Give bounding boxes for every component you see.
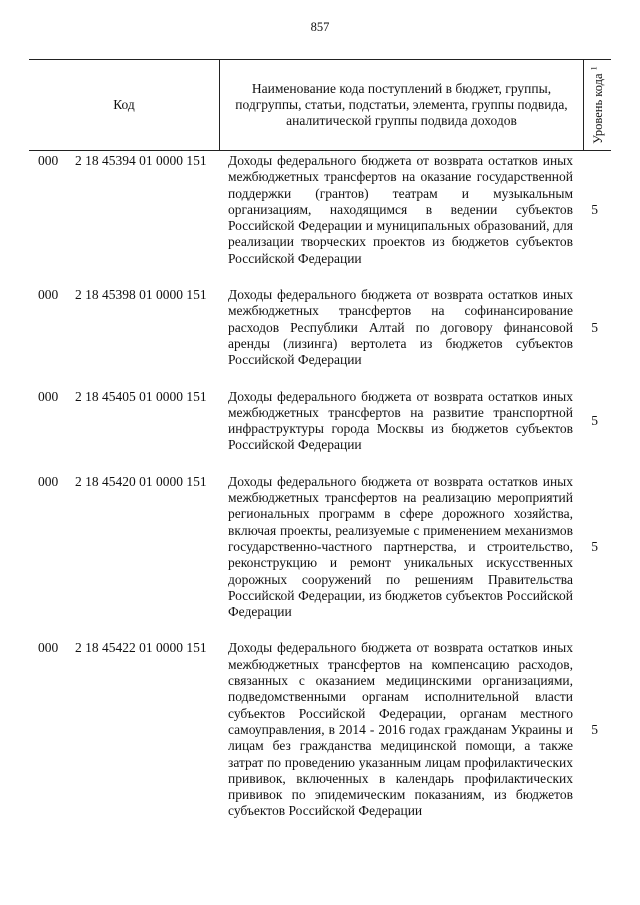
page-number: 857	[310, 20, 330, 34]
table-row	[29, 153, 611, 267]
row-level: 5	[591, 319, 598, 335]
row-code: 2 18 45422 01 0000 151	[75, 640, 207, 656]
table-row	[29, 389, 611, 454]
row-level: 5	[591, 722, 598, 738]
row-description: Доходы федерального бюджета от возврата остатков иных межбюджетных трансфертов на оказание государственной поддержки (грантов) театрам и музыкальным организациям, находящимся в ведении субъектов Российской Федерации и муниципальных образований, для реализации творческих проектов из бюджетов субъектов Российской Федерации	[228, 153, 573, 266]
row-admin-code: 000	[38, 388, 59, 404]
table-row	[29, 640, 611, 819]
row-level: 5	[591, 413, 598, 429]
header-level	[584, 60, 611, 150]
row-description: Доходы федерального бюджета от возврата остатков иных межбюджетных трансфертов на софинансирование расходов Республики Алтай по договору финансовой аренды (лизинга) вертолета из бюджетов субъектов Российской Федерации	[228, 287, 573, 368]
header-level-text	[589, 66, 605, 144]
row-description: Доходы федерального бюджета от возврата остатков иных межбюджетных трансфертов на компенсацию расходов, связанных с оказанием медицинскими организациями, подведомственными органам исполнительной власти субъектов Российской Федерации, органам местного самоуправления, в 2014 - 2016 годах гражданам Украины и лицам без гражданства медицинской помощи, а также затрат по проведению указанным лицам профилактических прививок, включенных в календарь профилактических прививок по эпидемическим показаниям, из бюджетов субъектов Российской Федерации	[228, 640, 573, 819]
row-description: Доходы федерального бюджета от возврата остатков иных межбюджетных трансфертов на реализацию мероприятий региональных программ в сфере дорожного хозяйства, включая проекты, реализуемые с применением механизмов государственно-частного партнерства, и строительство, реконструкцию и ремонт уникальных искусственных дорожных сооружений по решениям Правительства Российской Федерации, из бюджетов субъектов Российской Федерации	[228, 473, 573, 620]
row-admin-code: 000	[38, 640, 59, 656]
row-description: Доходы федерального бюджета от возврата остатков иных межбюджетных трансфертов на развитие транспортной инфраструктуры города Москвы из бюджетов субъектов Российской Федерации	[228, 388, 573, 453]
row-code: 2 18 45398 01 0000 151	[75, 287, 207, 303]
row-level: 5	[591, 202, 598, 218]
header-level-label: Уровень кода	[590, 73, 605, 144]
table-body	[29, 153, 611, 840]
header-name: Наименование кода поступлений в бюджет, группы, подгруппы, статьи, подстатьи, элемента, группы подвида, аналитической группы подвида доходов	[220, 60, 584, 150]
row-admin-code: 000	[38, 287, 59, 303]
table-header	[29, 59, 611, 151]
row-code: 2 18 45405 01 0000 151	[75, 388, 207, 404]
table-row	[29, 287, 611, 368]
row-code: 2 18 45420 01 0000 151	[75, 473, 207, 489]
row-code: 2 18 45394 01 0000 151	[75, 153, 207, 168]
row-level: 5	[591, 539, 598, 555]
row-admin-code: 000	[38, 153, 59, 168]
row-admin-code: 000	[38, 473, 59, 489]
header-level-footnote: 1	[589, 66, 599, 71]
table-row	[29, 474, 611, 621]
header-code: Код	[29, 60, 220, 150]
